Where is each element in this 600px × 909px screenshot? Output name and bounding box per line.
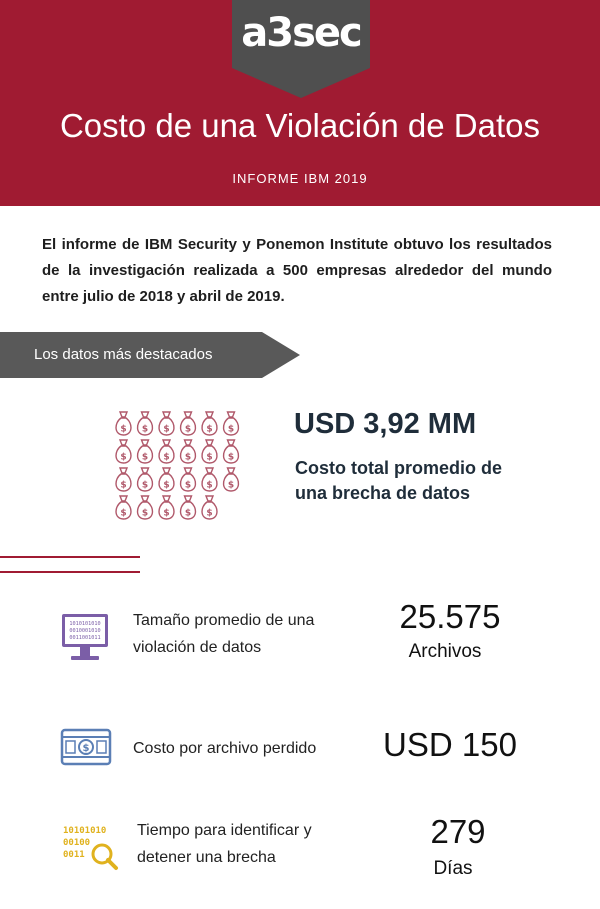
svg-text:$: $: [184, 508, 192, 519]
svg-text:$: $: [227, 480, 235, 491]
money-bag-icon: [181, 440, 196, 463]
money-bag-icon: [159, 496, 174, 519]
page-title: Costo de una Violación de Datos: [59, 107, 541, 144]
svg-text:$: $: [206, 424, 213, 435]
svg-text:$: $: [163, 424, 170, 435]
highlight-description: Costo total promedio de una brecha de datos: [295, 458, 502, 503]
svg-text:0011: 0011: [63, 850, 85, 860]
stat-label: Tiempo para identificar y detener una brecha: [137, 822, 312, 866]
svg-text:1010101010: 1010101010: [69, 621, 101, 627]
money-bag-icon: [138, 468, 153, 491]
stat-value: 25.575: [399, 598, 501, 635]
money-bag-icon: [159, 468, 174, 491]
money-bag-icon: [159, 412, 174, 435]
logo-tab-point: [232, 68, 370, 98]
svg-text:$: $: [163, 508, 170, 519]
svg-text:$: $: [163, 452, 170, 463]
money-bags-icon: [112, 410, 244, 526]
stat-unit: Archivos: [408, 641, 482, 662]
money-bag-icon: [224, 412, 239, 435]
money-bag-icon: [159, 440, 174, 463]
svg-text:$: $: [184, 480, 192, 491]
money-bag-icon: [224, 468, 239, 491]
svg-text:0011001011: 0011001011: [69, 635, 101, 641]
stat-label: Tamaño promedio de una violación de datos: [133, 612, 315, 656]
money-bag-icon: [181, 412, 196, 435]
intro-paragraph: El informe de IBM Security y Ponemon Institute obtuvo los resultados de la investigación realizada a 500 empresas alrededor del mundo entre julio de 2018 y abril de 2019.: [42, 236, 552, 305]
money-bag-icon: [116, 496, 131, 519]
stat-unit: Días: [433, 858, 473, 879]
svg-text:$: $: [82, 743, 90, 754]
svg-text:$: $: [227, 424, 235, 435]
svg-text:$: $: [206, 508, 213, 519]
svg-text:$: $: [120, 424, 127, 435]
money-bag-icon: [116, 412, 131, 435]
svg-text:$: $: [206, 452, 213, 463]
highlight-value: USD 3,92 MM: [294, 408, 477, 440]
divider: [0, 556, 140, 558]
svg-text:$: $: [141, 424, 149, 435]
money-bag-icon: [202, 468, 217, 491]
svg-text:10101010: 10101010: [63, 826, 107, 836]
money-bag-icon: [202, 412, 217, 435]
svg-text:$: $: [141, 508, 149, 519]
section-banner-label: Los datos más destacados: [34, 346, 213, 363]
binary-magnifier-icon: [62, 823, 120, 871]
logo: a3sec: [241, 10, 361, 56]
money-bag-icon: [116, 468, 131, 491]
monitor-binary-icon: [60, 611, 110, 663]
svg-text:$: $: [163, 480, 170, 491]
stat-value: USD 150: [383, 726, 517, 763]
money-bag-icon: [181, 468, 196, 491]
svg-text:$: $: [120, 480, 127, 491]
svg-text:$: $: [184, 452, 192, 463]
stat-value: 279: [430, 813, 486, 850]
svg-text:$: $: [227, 452, 235, 463]
money-bag-icon: [138, 412, 153, 435]
divider: [0, 571, 140, 573]
svg-text:$: $: [184, 424, 192, 435]
money-bills-icon: [60, 728, 112, 768]
money-bag-icon: [202, 496, 217, 519]
svg-text:$: $: [141, 480, 149, 491]
section-banner-arrow: [262, 332, 300, 378]
svg-text:$: $: [206, 480, 213, 491]
svg-text:$: $: [120, 452, 127, 463]
svg-text:$: $: [120, 508, 127, 519]
money-bag-icon: [224, 440, 239, 463]
money-bag-icon: [202, 440, 217, 463]
money-bag-icon: [116, 440, 131, 463]
svg-text:00100: 00100: [63, 838, 91, 848]
svg-text:0010001010: 0010001010: [69, 628, 101, 634]
money-bag-icon: [181, 496, 196, 519]
money-bag-icon: [138, 496, 153, 519]
report-subtitle: INFORME IBM 2019: [232, 171, 368, 186]
money-bag-icon: [138, 440, 153, 463]
stat-label: Costo por archivo perdido: [133, 740, 317, 757]
svg-text:$: $: [141, 452, 149, 463]
